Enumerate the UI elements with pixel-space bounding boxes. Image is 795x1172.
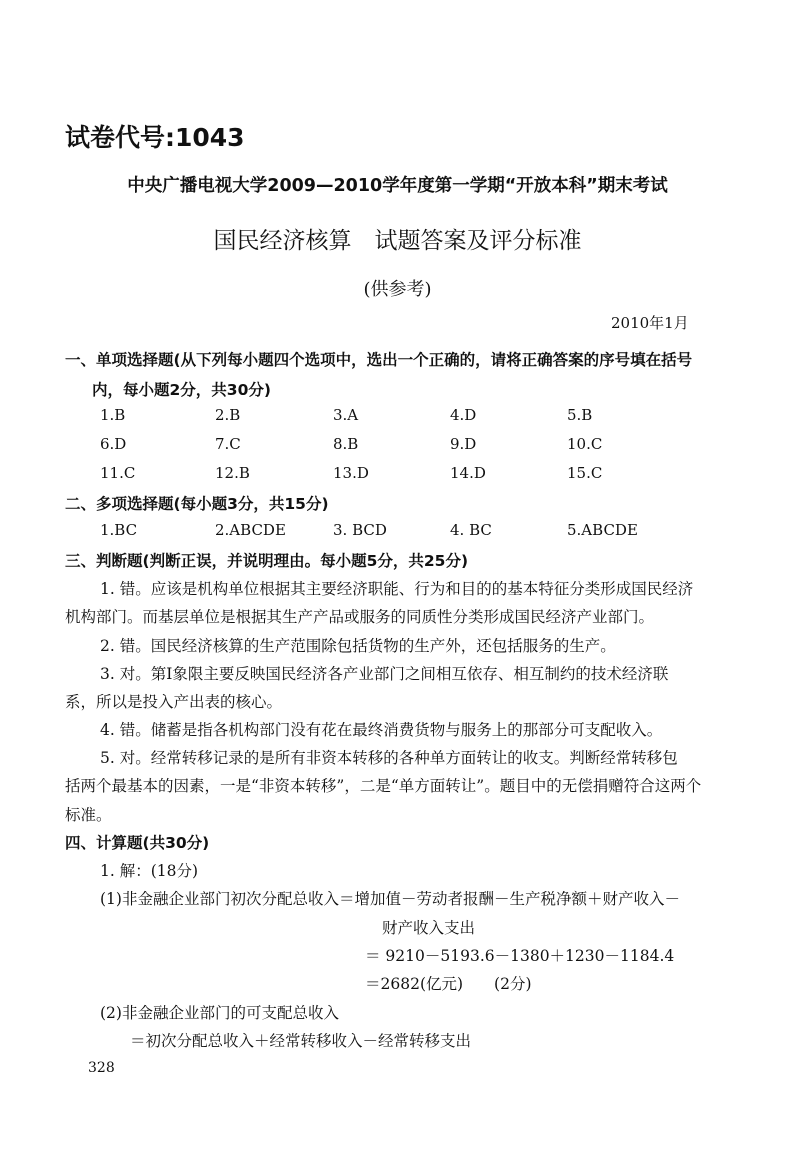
judgement-line: 1. 错。应该是机构单位根据其主要经济职能、行为和目的的基本特征分类形成国民经济: [100, 580, 694, 598]
answer-6: 6.D: [100, 435, 127, 453]
multi-answer-5: 5.ABCDE: [567, 521, 638, 539]
exam-name: 中央广播电视大学2009—2010学年度第一学期“开放本科”期末考试: [127, 176, 668, 196]
exam-date: 2010年1月: [611, 314, 689, 332]
answer-11: 11.C: [100, 464, 136, 482]
exam-code: 试卷代号:1043: [65, 123, 245, 152]
answer-10: 10.C: [567, 435, 603, 453]
calc-line: 1. 解：(18分): [100, 862, 199, 880]
judgement-line: 机构部门。而基层单位是根据其生产产品或服务的同质性分类形成国民经济产业部门。: [65, 608, 655, 626]
calc-line: ＝ 9210－5193.6－1380＋1230－1184.4: [365, 947, 675, 965]
judgement-line: 系，所以是投入产出表的核心。: [65, 693, 283, 711]
judgement-line: 2. 错。国民经济核算的生产范围除包括货物的生产外，还包括服务的生产。: [100, 637, 616, 655]
answer-14: 14.D: [450, 464, 486, 482]
section-3-title: 三、判断题(判断正误，并说明理由。每小题5分，共25分): [65, 552, 469, 570]
answer-8: 8.B: [333, 435, 359, 453]
multi-answer-3: 3. BCD: [333, 521, 387, 539]
answer-9: 9.D: [450, 435, 477, 453]
calc-line: (2)非金融企业部门的可支配总收入: [100, 1004, 339, 1022]
document-title: 国民经济核算 试题答案及评分标准: [213, 228, 582, 254]
judgement-line: 3. 对。第Ⅰ象限主要反映国民经济各产业部门之间相互依存、相互制约的技术经济联: [100, 665, 669, 683]
judgement-line: 括两个最基本的因素，一是“非资本转移”，二是“单方面转让”。题目中的无偿捐赠符合这两个: [65, 777, 702, 795]
multi-answer-4: 4. BC: [450, 521, 492, 539]
answer-5: 5.B: [567, 406, 593, 424]
answer-2: 2.B: [215, 406, 241, 424]
multi-answer-1: 1.BC: [100, 521, 138, 539]
calc-line: 财产收入支出: [382, 919, 476, 937]
calc-line: ＝初次分配总收入＋经常转移收入－经常转移支出: [130, 1032, 472, 1050]
section-1-title: 一、单项选择题(从下列每小题四个选项中，选出一个正确的，请将正确答案的序号填在括号: [65, 351, 693, 369]
answer-3: 3.A: [333, 406, 359, 424]
reference-note: (供参考): [363, 279, 432, 300]
judgement-line: 标准。: [65, 806, 112, 824]
answer-1: 1.B: [100, 406, 126, 424]
calc-line: ＝2682(亿元) (2分): [365, 975, 532, 993]
answer-13: 13.D: [333, 464, 369, 482]
answer-15: 15.C: [567, 464, 603, 482]
page-number: 328: [88, 1060, 115, 1076]
judgement-line: 4. 错。储蓄是指各机构部门没有花在最终消费货物与服务上的那部分可支配收入。: [100, 721, 663, 739]
section-1-title-cont: 内，每小题2分，共30分): [92, 381, 271, 399]
judgement-line: 5. 对。经常转移记录的是所有非资本转移的各种单方面转让的收支。判断经常转移包: [100, 749, 678, 767]
answer-7: 7.C: [215, 435, 241, 453]
answer-4: 4.D: [450, 406, 477, 424]
section-2-title: 二、多项选择题(每小题3分，共15分): [65, 495, 329, 513]
answer-12: 12.B: [215, 464, 250, 482]
calc-line: (1)非金融企业部门初次分配总收入＝增加值－劳动者报酬－生产税净额＋财产收入－: [100, 890, 680, 908]
multi-answer-2: 2.ABCDE: [215, 521, 286, 539]
section-4-title: 四、计算题(共30分): [65, 834, 210, 852]
